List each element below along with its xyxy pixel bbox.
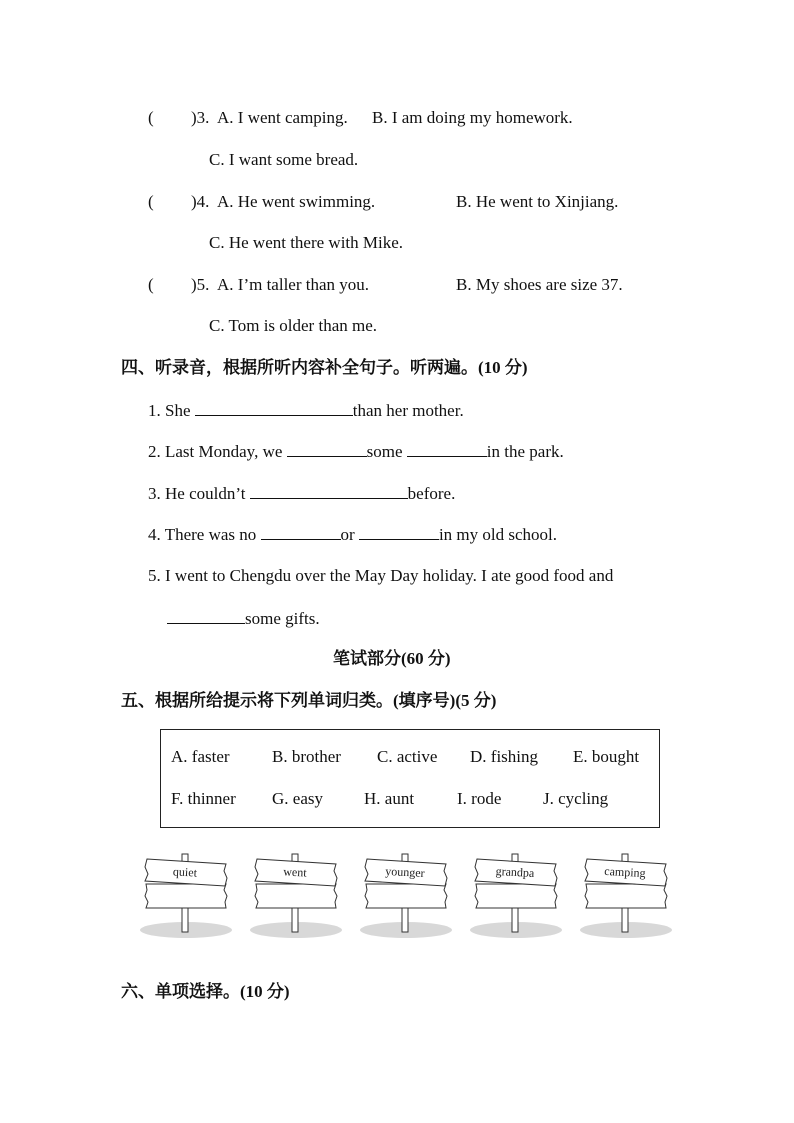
signpost-camping [578,850,678,940]
signpost-graphic [578,850,678,940]
option-4b: B. He went to Xinjiang. [456,192,619,211]
word-option-d: D. fishing [470,747,538,766]
sign-label: camping [603,863,647,881]
section-4-title: 四、听录音，根据所听内容补全句子。听两遍。(10 分) [121,358,528,377]
sentence-1-start: 1. She [148,401,195,420]
word-option-j: J. cycling [543,789,609,808]
sentence-5-line2 [167,607,320,630]
word-option-b: B. brother [272,747,341,766]
question-number-4: )4. [191,192,210,211]
option-3c: C. I want some bread. [209,150,359,169]
word-box [160,729,660,828]
answer-paren-4[interactable]: ( [148,192,154,211]
sentence-4-start: 4. There was no [148,525,261,544]
sentence-2-mid: some [366,442,407,461]
option-3a: A. I went camping. [217,108,348,127]
sentence-3 [148,482,455,505]
blank-2a[interactable] [287,440,367,457]
blank-4b[interactable] [359,523,439,540]
option-4c: C. He went there with Mike. [209,233,404,252]
sentence-4-end: in my old school. [438,525,558,544]
signpost-graphic [358,850,458,940]
blank-2b[interactable] [407,440,487,457]
signpost-quiet [138,850,238,940]
option-3b: B. I am doing my homework. [372,108,573,127]
sentence-5-line1: 5. I went to Chengdu over the May Day holiday. I ate good food and [148,566,614,585]
signpost-went [248,850,348,940]
written-part-title: 笔试部分(60 分) [333,649,451,668]
signpost-grandpa [468,850,568,940]
question-number-5: )5. [191,275,210,294]
word-option-g: G. easy [272,789,323,808]
word-option-a: A. faster [171,747,230,766]
sign-label: quiet [172,864,198,880]
sign-label: younger [384,863,426,881]
blank-board [255,884,337,908]
question-number-3: )3. [191,108,210,127]
option-5a: A. I’m taller than you. [217,275,370,294]
sentence-2-end: in the park. [486,442,564,461]
signpost-graphic [468,850,568,940]
answer-paren-5[interactable]: ( [148,275,154,294]
blank-board [475,884,557,908]
answer-paren-3[interactable]: ( [148,108,154,127]
blank-3[interactable] [250,482,408,499]
blank-5[interactable] [167,607,245,624]
word-option-h: H. aunt [364,789,415,808]
sentence-2 [148,440,564,463]
word-option-c: C. active [377,747,438,766]
blank-4a[interactable] [261,523,341,540]
sign-label: went [282,864,308,880]
signpost-graphic [138,850,238,940]
sign-label: grandpa [495,863,535,881]
word-option-i: I. rode [457,789,502,808]
sentence-2-start: 2. Last Monday, we [148,442,287,461]
blank-1[interactable] [195,399,353,416]
sentence-5-end: some gifts. [245,609,320,628]
sentence-3-end: before. [407,484,456,503]
sentence-4 [148,523,557,546]
blank-board [365,884,447,908]
option-5c: C. Tom is older than me. [209,316,378,335]
option-4a: A. He went swimming. [217,192,376,211]
section-5-title: 五、根据所给提示将下列单词归类。(填序号)(5 分) [121,691,497,710]
signpost-graphic [248,850,348,940]
section-6-title: 六、单项选择。(10 分) [121,982,290,1001]
sentence-1-end: than her mother. [352,401,464,420]
word-option-e: E. bought [573,747,640,766]
blank-board [145,884,227,908]
signpost-younger [358,850,458,940]
word-option-f: F. thinner [171,789,236,808]
blank-board [585,884,667,908]
option-5b: B. My shoes are size 37. [456,275,623,294]
sentence-1 [148,399,464,422]
sentence-4-mid: or [340,525,359,544]
sentence-3-start: 3. He couldn’t [148,484,250,503]
